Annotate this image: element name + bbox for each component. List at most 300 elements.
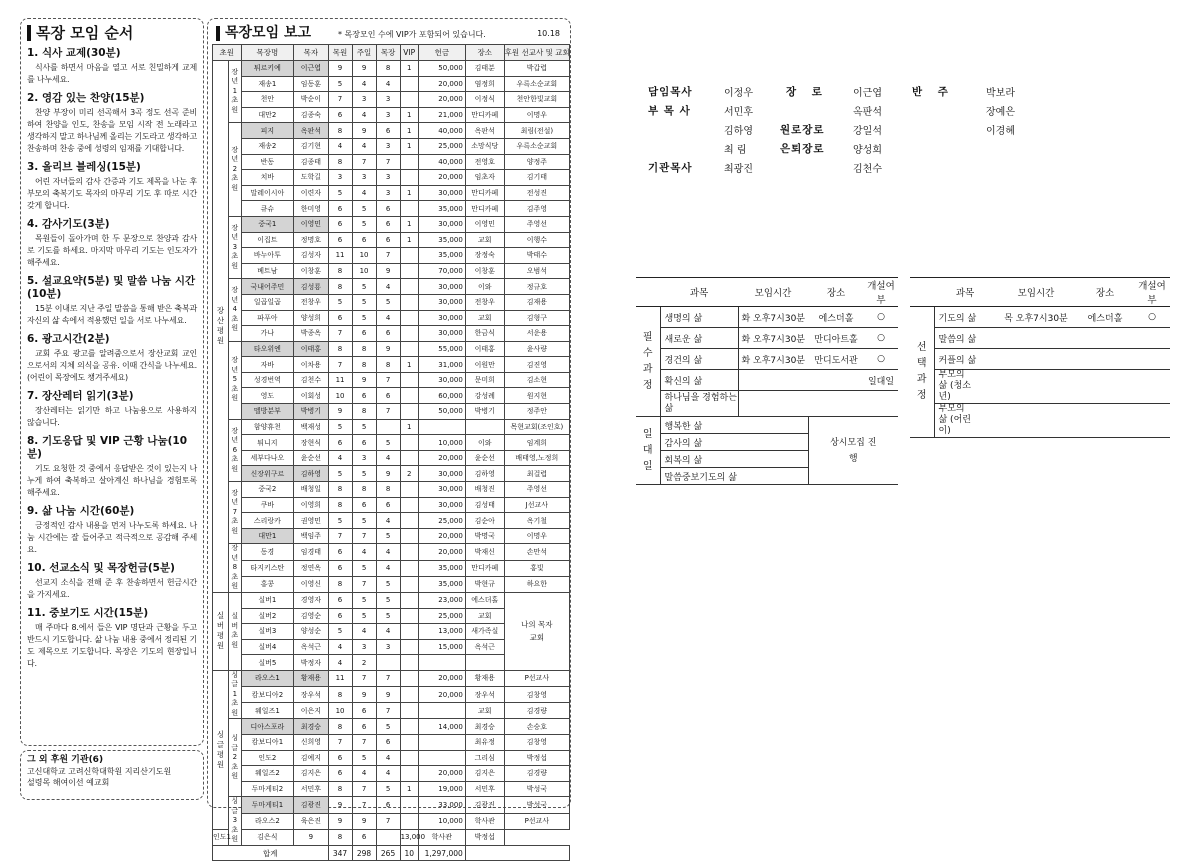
course-row bbox=[910, 370, 1170, 404]
vip-count bbox=[400, 544, 418, 560]
vip-count bbox=[400, 372, 418, 388]
mokjang-name: 파푸아 bbox=[241, 310, 294, 326]
leader-name: 김은식 bbox=[241, 829, 294, 845]
place: 김지은 bbox=[465, 766, 504, 782]
members-count: 7 bbox=[328, 357, 352, 373]
report-row bbox=[213, 781, 570, 797]
course-name: 회복의 삶 bbox=[660, 451, 808, 468]
place: 서민후 bbox=[465, 781, 504, 797]
vip-count bbox=[400, 388, 418, 404]
report-row bbox=[213, 576, 570, 592]
staff-role: 은퇴장로 bbox=[780, 143, 825, 155]
members-count: 6 bbox=[328, 107, 352, 123]
support-missionary: 홍빛 bbox=[504, 560, 569, 576]
report-row bbox=[213, 829, 570, 845]
leader-name: 권영민 bbox=[294, 513, 328, 529]
sunday-count: 6 bbox=[352, 703, 376, 719]
course-name: 커플의 삶 bbox=[934, 349, 1170, 370]
mokjang-name: 실버3 bbox=[241, 624, 294, 640]
mokjang-count: 9 bbox=[376, 341, 400, 357]
place: 염정희 bbox=[465, 76, 504, 92]
members-count: 4 bbox=[328, 639, 352, 655]
report-title: 목장모임 보고 bbox=[216, 26, 311, 41]
donor-line: 설령목 해여이선 예교회 bbox=[27, 778, 110, 787]
place: 김광진 bbox=[465, 797, 504, 813]
meeting-order-heading: 2. 영감 있는 찬양(15분) bbox=[27, 92, 145, 104]
place: 김하영 bbox=[465, 466, 504, 482]
mokjang-name: 실버4 bbox=[241, 639, 294, 655]
course-name: 확신의 삶 bbox=[660, 370, 738, 391]
report-row bbox=[213, 404, 570, 420]
meeting-order-panel bbox=[20, 18, 204, 746]
course-name: 부모의 삶 (어린이) bbox=[934, 404, 1170, 438]
offering-amount: 30,000 bbox=[418, 294, 465, 310]
vip-count: 1 bbox=[400, 123, 418, 139]
leader-name: 임경태 bbox=[294, 544, 328, 560]
meeting-order-heading: 8. 기도응답 및 VIP 근황 나눔(10분) bbox=[27, 435, 187, 460]
mokjang-count bbox=[376, 419, 400, 435]
report-header-row bbox=[213, 45, 570, 61]
sunday-count: 6 bbox=[352, 497, 376, 513]
vip-count bbox=[400, 279, 418, 295]
place: 만디카페 bbox=[465, 185, 504, 201]
members-count: 11 bbox=[328, 372, 352, 388]
meeting-order-heading: 9. 삶 나눔 시간(60분) bbox=[27, 505, 135, 517]
course-name: 말씀의 삶 bbox=[934, 328, 1170, 349]
support-missionary: 김경량 bbox=[504, 766, 569, 782]
mokjang-count: 5 bbox=[376, 528, 400, 544]
meeting-order-text: 장산레터는 읽기만 하고 나눔용으로 사용하지 않습니다. bbox=[27, 406, 197, 427]
staff-name: 최 림 bbox=[724, 145, 747, 156]
members-count: 6 bbox=[328, 750, 352, 766]
offering-amount: 20,000 bbox=[418, 766, 465, 782]
mokjang-count: 7 bbox=[376, 670, 400, 686]
vip-count bbox=[400, 813, 418, 829]
meeting-order-item bbox=[27, 161, 197, 212]
vip-count bbox=[400, 624, 418, 640]
meeting-order-heading: 6. 광고시간(2분) bbox=[27, 333, 110, 345]
members-count: 9 bbox=[328, 404, 352, 420]
mokjang-name: 웨일즈2 bbox=[241, 766, 294, 782]
report-row bbox=[213, 216, 570, 232]
place: 장정숙 bbox=[465, 248, 504, 264]
leader-name: 이련자 bbox=[294, 185, 328, 201]
mokjang-name: 두마게티2 bbox=[241, 781, 294, 797]
col-header: 후원 선교사 및 교회 bbox=[504, 45, 569, 61]
sunday-count: 5 bbox=[352, 750, 376, 766]
place: 김태분 bbox=[465, 61, 504, 77]
members-count: 6 bbox=[328, 766, 352, 782]
meeting-order-heading: 4. 감사기도(3분) bbox=[27, 218, 110, 230]
meeting-order-heading: 10. 선교소식 및 목장헌금(5분) bbox=[27, 562, 175, 574]
total-vip: 10 bbox=[400, 845, 418, 861]
mokjang-count: 4 bbox=[376, 450, 400, 466]
plain-group-label: 실버평원 bbox=[213, 592, 229, 670]
vip-count bbox=[400, 687, 418, 703]
sunday-count: 5 bbox=[352, 216, 376, 232]
place: 만디카페 bbox=[465, 107, 504, 123]
place: 장우석 bbox=[465, 687, 504, 703]
vip-count bbox=[400, 513, 418, 529]
col-header: 헌금 bbox=[418, 45, 465, 61]
members-count: 6 bbox=[328, 216, 352, 232]
total-mokjang: 265 bbox=[376, 845, 400, 861]
place: 김성태 bbox=[465, 497, 504, 513]
offering-amount: 20,000 bbox=[418, 450, 465, 466]
report-row bbox=[213, 170, 570, 186]
report-row bbox=[213, 797, 570, 813]
leader-name: 옥판석 bbox=[294, 123, 328, 139]
leader-name: 한미영 bbox=[294, 201, 328, 217]
report-row bbox=[213, 592, 570, 608]
members-count: 8 bbox=[328, 123, 352, 139]
course-place bbox=[808, 370, 864, 391]
place: 교회 bbox=[465, 608, 504, 624]
report-row bbox=[213, 232, 570, 248]
course-open: 일대일 bbox=[864, 370, 898, 391]
staff-role: 장 로 bbox=[786, 86, 828, 98]
meeting-order-text: 목원들이 돌아가며 한 두 문장으로 찬양과 감사로 기도를 하세요. 마지막 마무리 기도는 인도자가 해주세요. bbox=[27, 234, 197, 267]
support-missionary: 이행수 bbox=[504, 232, 569, 248]
plain-group-label: 장산평원 bbox=[213, 61, 229, 593]
offering-amount: 13,000 bbox=[418, 624, 465, 640]
offering-amount: 21,000 bbox=[418, 107, 465, 123]
mokjang-count: 7 bbox=[376, 404, 400, 420]
place: 학사관 bbox=[465, 813, 504, 829]
leader-name: 서민후 bbox=[294, 781, 328, 797]
support-missionary: J선교사 bbox=[504, 497, 569, 513]
report-total-row bbox=[213, 845, 570, 861]
leader-name: 이영민 bbox=[294, 216, 328, 232]
place: 김순아 bbox=[465, 513, 504, 529]
members-count: 6 bbox=[328, 435, 352, 451]
meeting-order-heading: 1. 식사 교제(30분) bbox=[27, 47, 121, 59]
sunday-count: 10 bbox=[352, 248, 376, 264]
leader-name: 김영순 bbox=[294, 608, 328, 624]
meeting-order-title: 목장 모임 순서 bbox=[27, 25, 197, 41]
report-row bbox=[213, 326, 570, 342]
leader-name: 백재성 bbox=[294, 419, 328, 435]
course-name: 생명의 삶 bbox=[660, 307, 738, 328]
offering-amount bbox=[418, 750, 465, 766]
plain-group-label: 싱글평원 bbox=[213, 670, 229, 829]
course-col-header: 모임시간 bbox=[738, 278, 808, 307]
mokjang-name: 세부다나오 bbox=[241, 450, 294, 466]
course-row bbox=[910, 307, 1170, 328]
report-row bbox=[213, 419, 570, 435]
col-header: 주일 bbox=[352, 45, 376, 61]
offering-amount: 30,000 bbox=[418, 185, 465, 201]
report-row bbox=[213, 263, 570, 279]
place: 그리심 bbox=[465, 750, 504, 766]
report-row bbox=[213, 388, 570, 404]
sunday-count: 4 bbox=[352, 76, 376, 92]
report-row bbox=[213, 61, 570, 77]
members-count: 4 bbox=[328, 655, 352, 671]
place: 전창우 bbox=[465, 294, 504, 310]
offering-amount: 13,000 bbox=[400, 829, 418, 845]
offering-amount: 20,000 bbox=[418, 544, 465, 560]
support-missionary: 목현교회(조인호) bbox=[504, 419, 569, 435]
course-row bbox=[636, 417, 898, 434]
vip-count: 2 bbox=[400, 466, 418, 482]
mokjang-count: 4 bbox=[376, 750, 400, 766]
vip-count bbox=[400, 560, 418, 576]
support-missionary: 원지현 bbox=[504, 388, 569, 404]
leader-name: 김성룡 bbox=[294, 279, 328, 295]
leader-name: 김기현 bbox=[294, 138, 328, 154]
members-count: 10 bbox=[328, 388, 352, 404]
sunday-count: 5 bbox=[352, 201, 376, 217]
support-missionary: 김창영 bbox=[504, 687, 569, 703]
staff-role: 원로장로 bbox=[780, 124, 825, 136]
sunday-count: 6 bbox=[352, 326, 376, 342]
meeting-order-text: 식사를 하면서 마음을 열고 서로 친밀하게 교제를 나누세요. bbox=[27, 63, 197, 84]
sunday-count: 9 bbox=[352, 123, 376, 139]
vip-count bbox=[400, 326, 418, 342]
meeting-order-text: 교회 주요 광고를 알려줌으로서 장산교회 교인으로서의 지체 의식을 공유. 이때 간식을 나누세요.(어린이 목장에도 챙겨주세요) bbox=[27, 349, 197, 382]
support-missionary: 전성진 bbox=[504, 185, 569, 201]
mokjang-count: 6 bbox=[376, 497, 400, 513]
offering-amount: 20,000 bbox=[418, 170, 465, 186]
mokjang-name: 실버5 bbox=[241, 655, 294, 671]
vip-count: 1 bbox=[400, 419, 418, 435]
support-missionary: 옥기철 bbox=[504, 513, 569, 529]
offering-amount: 20,000 bbox=[418, 687, 465, 703]
place: 교회 bbox=[465, 232, 504, 248]
leader-name: 신희영 bbox=[294, 734, 328, 750]
mokjang-count: 8 bbox=[376, 61, 400, 77]
meeting-order-text: 찬양 부장이 미리 선곡해서 3곡 정도 선곡 준비하여 찬양을 인도, 찬송을 모임 시작 전 노래라고 생각하지 말고 하나님께 올리는 기도라고 생각하고 찬송하며 찬송 중에 성령의 임재를 기대합니다. bbox=[27, 108, 197, 153]
offering-amount: 40,000 bbox=[418, 154, 465, 170]
members-count: 11 bbox=[328, 248, 352, 264]
col-header: VIP bbox=[400, 45, 418, 61]
leader-name: 김천수 bbox=[294, 372, 328, 388]
mokjang-name: 큐슈 bbox=[241, 201, 294, 217]
members-count: 4 bbox=[328, 138, 352, 154]
donor-panel bbox=[20, 750, 204, 800]
staff-name: 이경혜 bbox=[986, 126, 1015, 137]
members-count: 6 bbox=[328, 544, 352, 560]
report-row bbox=[213, 813, 570, 829]
place: 임초자 bbox=[465, 170, 504, 186]
members-count: 10 bbox=[328, 703, 352, 719]
sunday-count: 5 bbox=[352, 608, 376, 624]
mokjang-name: 가나 bbox=[241, 326, 294, 342]
leader-name: 정명호 bbox=[294, 232, 328, 248]
sunday-count: 9 bbox=[352, 687, 376, 703]
meeting-order-text: 매 주마다 8.에서 들은 VIP 명단과 근황을 두고 반드시 기도합니다. 삶 나눔 내용 중에서 정리된 기도 제목으로 기도합니다. 목장은 기도의 현장입니다. bbox=[27, 623, 197, 668]
field-group-label: 장년2초원 bbox=[229, 123, 242, 217]
place: 박병기 bbox=[465, 404, 504, 420]
course-name: 기도의 삶 bbox=[934, 307, 996, 328]
support-missionary: 오범석 bbox=[504, 263, 569, 279]
course-time bbox=[738, 370, 808, 391]
course-row bbox=[636, 391, 898, 417]
support-missionary: 우륵소순교회 bbox=[504, 138, 569, 154]
report-row bbox=[213, 435, 570, 451]
support-missionary: 박태수 bbox=[504, 248, 569, 264]
members-count: 9 bbox=[328, 797, 352, 813]
mokjang-name: 인도1 bbox=[213, 829, 229, 845]
sunday-count: 7 bbox=[352, 734, 376, 750]
vip-count bbox=[400, 76, 418, 92]
place: 전영호 bbox=[465, 154, 504, 170]
course-open: ○ bbox=[1134, 307, 1170, 328]
vip-count bbox=[400, 703, 418, 719]
report-row bbox=[213, 310, 570, 326]
report-row bbox=[213, 528, 570, 544]
report-row bbox=[213, 497, 570, 513]
offering-amount: 23,000 bbox=[418, 592, 465, 608]
place: 한금식 bbox=[465, 326, 504, 342]
members-count: 7 bbox=[328, 326, 352, 342]
leader-name: 박병기 bbox=[294, 404, 328, 420]
support-missionary: 박정섭 bbox=[465, 829, 504, 845]
leader-name: 최경승 bbox=[294, 719, 328, 735]
sunday-count: 3 bbox=[352, 450, 376, 466]
sunday-count: 3 bbox=[352, 639, 376, 655]
course-time: 목 오후7시30분 bbox=[996, 307, 1076, 328]
mokjang-name: 천안 bbox=[241, 92, 294, 108]
col-header: 목자 bbox=[294, 45, 328, 61]
leader-name: 경영자 bbox=[294, 592, 328, 608]
mokjang-count: 6 bbox=[376, 388, 400, 404]
offering-amount: 10,000 bbox=[418, 435, 465, 451]
leader-name: 이회성 bbox=[294, 388, 328, 404]
sunday-count: 4 bbox=[352, 624, 376, 640]
course-name: 하나님을 경험하는 삶 bbox=[660, 391, 738, 417]
support-missionary: 최림(전설) bbox=[504, 123, 569, 139]
place: 박재신 bbox=[465, 544, 504, 560]
offering-amount: 35,000 bbox=[418, 576, 465, 592]
members-count: 8 bbox=[328, 263, 352, 279]
course-time bbox=[738, 391, 808, 417]
leader-name: 황재용 bbox=[294, 670, 328, 686]
course-table-required bbox=[636, 277, 898, 485]
leader-name: 장우석 bbox=[294, 687, 328, 703]
course-place: 만디도서관 bbox=[808, 349, 864, 370]
mokjang-name: 동경 bbox=[241, 544, 294, 560]
members-count: 5 bbox=[328, 513, 352, 529]
mokjang-count: 6 bbox=[376, 326, 400, 342]
mokjang-count: 5 bbox=[376, 781, 400, 797]
mokjang-count: 8 bbox=[376, 482, 400, 498]
course-name: 감사의 삶 bbox=[660, 434, 808, 451]
meeting-order-heading: 5. 설교요약(5분) 및 말씀 나눔 시간(10분) bbox=[27, 275, 196, 300]
field-group-label: 싱글3초원 bbox=[229, 797, 242, 846]
offering-amount: 25,000 bbox=[418, 608, 465, 624]
vip-count bbox=[400, 497, 418, 513]
vip-count bbox=[400, 639, 418, 655]
offering-amount: 33,000 bbox=[418, 797, 465, 813]
mokjang-name: 인도2 bbox=[241, 750, 294, 766]
total-sunday: 298 bbox=[352, 845, 376, 861]
members-count: 6 bbox=[328, 608, 352, 624]
course-col-header: 모임시간 bbox=[996, 278, 1076, 307]
vip-count bbox=[400, 482, 418, 498]
mokjang-name: 자바 bbox=[241, 357, 294, 373]
vip-count bbox=[376, 829, 400, 845]
vip-count: 1 bbox=[400, 781, 418, 797]
meeting-order-item bbox=[27, 607, 197, 670]
report-row bbox=[213, 123, 570, 139]
sunday-count: 8 bbox=[328, 829, 352, 845]
staff-name: 강일석 bbox=[853, 126, 882, 137]
course-name: 행복한 삶 bbox=[660, 417, 808, 434]
place: 만디카페 bbox=[465, 560, 504, 576]
vip-count: 1 bbox=[400, 357, 418, 373]
members-count: 5 bbox=[328, 419, 352, 435]
mokjang-count: 3 bbox=[376, 170, 400, 186]
leader-name: 장현식 bbox=[294, 435, 328, 451]
donor-line: 고신대학교 고려신학대학원 지리산기도원 bbox=[27, 767, 172, 776]
staff-role: 반 주 bbox=[912, 86, 954, 98]
support-missionary: 하요한 bbox=[504, 576, 569, 592]
offering-amount: 30,000 bbox=[418, 497, 465, 513]
support-missionary: 박성국 bbox=[504, 797, 569, 813]
vip-count: 1 bbox=[400, 138, 418, 154]
members-count: 6 bbox=[328, 310, 352, 326]
vip-count: 1 bbox=[400, 107, 418, 123]
members-count: 7 bbox=[328, 734, 352, 750]
course-group-label: 필수과정 bbox=[636, 307, 660, 417]
course-time: 화 오후7시30분 bbox=[738, 307, 808, 328]
mokjang-name: 실버1 bbox=[241, 592, 294, 608]
sunday-count: 7 bbox=[352, 528, 376, 544]
report-header bbox=[216, 26, 568, 42]
col-header: 목장 bbox=[376, 45, 400, 61]
support-missionary: 서운용 bbox=[504, 326, 569, 342]
vip-count bbox=[400, 450, 418, 466]
vip-count bbox=[400, 592, 418, 608]
sunday-count: 5 bbox=[352, 279, 376, 295]
mokjang-count: 6 bbox=[352, 829, 376, 845]
meeting-order-item bbox=[27, 92, 197, 155]
meeting-order-text: 긍정적인 감사 내용을 먼저 나누도록 하세요. 나눔 시간에는 잘 들어주고 적극적으로 공감해 주세요. bbox=[27, 521, 197, 554]
staff-name: 김하영 bbox=[724, 126, 753, 137]
course-open: ○ bbox=[864, 307, 898, 328]
sunday-count: 3 bbox=[352, 92, 376, 108]
mokjang-count: 8 bbox=[376, 357, 400, 373]
members-count: 6 bbox=[328, 201, 352, 217]
sunday-count: 6 bbox=[352, 388, 376, 404]
sunday-count: 3 bbox=[352, 170, 376, 186]
mokjang-count: 7 bbox=[376, 703, 400, 719]
offering-amount bbox=[418, 734, 465, 750]
mokjang-report-panel bbox=[207, 18, 571, 858]
place: 새가족실 bbox=[465, 624, 504, 640]
staff-role: 기관목사 bbox=[648, 162, 693, 174]
mokjang-name: 튀니지 bbox=[241, 435, 294, 451]
course-col-header: 과목 bbox=[934, 278, 996, 307]
leader-name: 김성자 bbox=[294, 248, 328, 264]
report-row bbox=[213, 294, 570, 310]
report-row bbox=[213, 544, 570, 560]
vip-count bbox=[400, 435, 418, 451]
mokjang-name: 웨일즈1 bbox=[241, 703, 294, 719]
vip-count bbox=[400, 608, 418, 624]
mokjang-count: 3 bbox=[376, 107, 400, 123]
leader-name: 이창훈 bbox=[294, 263, 328, 279]
mokjang-name: 재송2 bbox=[241, 138, 294, 154]
mokjang-count: 6 bbox=[376, 734, 400, 750]
offering-amount bbox=[418, 703, 465, 719]
field-group-label: 장년1초원 bbox=[229, 61, 242, 123]
vip-count: 1 bbox=[400, 232, 418, 248]
mokjang-name: 말레이시아 bbox=[241, 185, 294, 201]
support-missionary: 이명우 bbox=[504, 107, 569, 123]
